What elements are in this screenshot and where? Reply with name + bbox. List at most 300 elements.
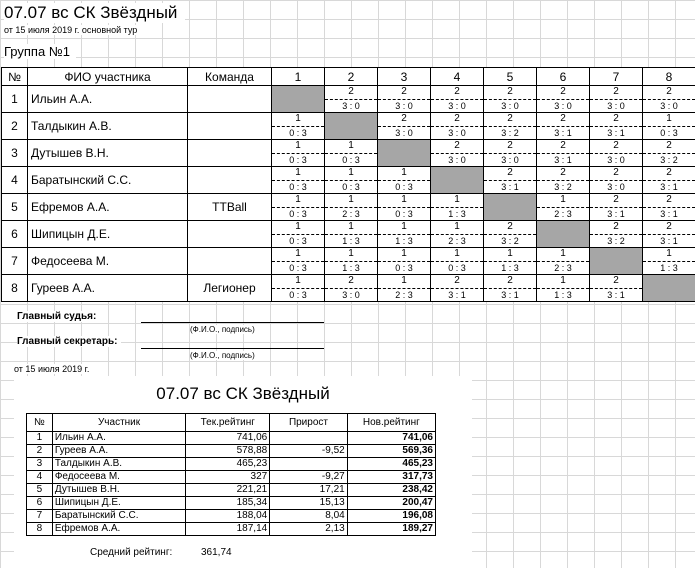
- match-result: [325, 248, 377, 274]
- match-result-cell: [484, 140, 537, 167]
- match-result: [643, 86, 695, 112]
- grid-header-cell: 7: [590, 68, 643, 86]
- match-result: [272, 221, 324, 247]
- rating-results-panel: [14, 376, 472, 568]
- average-rating-value: 361,74: [201, 547, 232, 558]
- match-result-cell: [643, 113, 695, 140]
- match-result-cell: [378, 221, 431, 248]
- match-score: 3 : 0: [448, 127, 466, 138]
- match-score: 1 : 3: [342, 235, 360, 246]
- match-result-cell: [325, 167, 378, 194]
- grid-row: [2, 275, 695, 302]
- match-result-cell: [484, 86, 537, 113]
- grid-row: [2, 140, 695, 167]
- match-score: 2 : 3: [448, 235, 466, 246]
- match-result-cell: [590, 275, 643, 302]
- participant-name: Баратынский С.С.: [28, 167, 188, 194]
- match-points: 1: [325, 248, 377, 262]
- match-score: 3 : 1: [501, 181, 519, 192]
- match-result: [325, 140, 377, 166]
- self-match-cell: [272, 86, 325, 113]
- match-score: 3 : 2: [501, 235, 519, 246]
- match-result: [325, 194, 377, 220]
- self-match-cell: [537, 221, 590, 248]
- match-result: [378, 86, 430, 112]
- match-points: 2: [590, 113, 642, 127]
- grid-row: [2, 194, 695, 221]
- match-score: 2 : 3: [554, 262, 572, 273]
- results-rating-delta: 17,21: [270, 484, 347, 497]
- match-result: [484, 140, 536, 166]
- page-subtitle: от 15 июля 2019 г. основной тур: [4, 25, 145, 35]
- chief-secretary-label: Главный секретарь:: [17, 336, 121, 347]
- match-result: [431, 86, 483, 112]
- participant-number: 7: [2, 248, 28, 275]
- match-score: 0 : 3: [448, 262, 466, 273]
- results-row: [27, 471, 436, 484]
- match-result-cell: [590, 221, 643, 248]
- results-number: 3: [27, 458, 53, 471]
- match-result-cell: [484, 113, 537, 140]
- results-row: [27, 523, 436, 536]
- results-header-cell: №: [27, 414, 53, 432]
- match-result-cell: [643, 248, 695, 275]
- participant-name: Гуреев А.А.: [28, 275, 188, 302]
- match-result-cell: [272, 221, 325, 248]
- chief-secretary-signature-line[interactable]: [141, 348, 324, 349]
- match-result-cell: [643, 86, 695, 113]
- participant-number: 5: [2, 194, 28, 221]
- match-result: [484, 167, 536, 193]
- results-number: 8: [27, 523, 53, 536]
- match-result: [643, 248, 695, 274]
- grid-header-cell: 1: [272, 68, 325, 86]
- grid-header-cell: 6: [537, 68, 590, 86]
- match-result: [431, 140, 483, 166]
- match-result-cell: [484, 248, 537, 275]
- match-result-cell: [537, 275, 590, 302]
- grid-header-cell: 3: [378, 68, 431, 86]
- grid-row: [2, 167, 695, 194]
- grid-header-cell: 4: [431, 68, 484, 86]
- page-title: 07.07 вс СК Звёздный: [4, 3, 185, 23]
- match-score: 3 : 0: [501, 100, 519, 111]
- match-result: [537, 140, 589, 166]
- match-score: 3 : 1: [660, 235, 678, 246]
- match-points: 2: [378, 113, 430, 127]
- results-participant: Талдыкин А.В.: [52, 458, 185, 471]
- match-result-cell: [537, 194, 590, 221]
- participant-name: Федосеева М.: [28, 248, 188, 275]
- match-result: [537, 167, 589, 193]
- match-result: [378, 221, 430, 247]
- match-score: 0 : 3: [395, 208, 413, 219]
- match-points: 2: [431, 275, 483, 289]
- match-result-cell: [325, 140, 378, 167]
- match-score: 3 : 1: [448, 289, 466, 300]
- match-points: 2: [484, 86, 536, 100]
- match-score: 3 : 0: [554, 100, 572, 111]
- match-result: [643, 221, 695, 247]
- match-result-cell: [272, 167, 325, 194]
- grid-row: [2, 221, 695, 248]
- rating-results-title: 07.07 вс СК Звёздный: [156, 384, 330, 403]
- footer-date: от 15 июля 2019 г.: [14, 364, 95, 374]
- match-points: 2: [643, 86, 695, 100]
- match-score: 3 : 0: [660, 100, 678, 111]
- match-result: [431, 113, 483, 139]
- match-result-cell: [537, 248, 590, 275]
- match-score: 3 : 2: [554, 181, 572, 192]
- match-result-cell: [484, 275, 537, 302]
- match-result: [484, 221, 536, 247]
- group-label: Группа №1: [4, 44, 76, 59]
- grid-header-cell: 8: [643, 68, 695, 86]
- match-points: 1: [378, 194, 430, 208]
- match-points: 1: [272, 248, 324, 262]
- results-current-rating: 327: [186, 471, 270, 484]
- match-result: [272, 248, 324, 274]
- match-score: 0 : 3: [395, 181, 413, 192]
- match-result-cell: [325, 275, 378, 302]
- results-rating-delta: 15,13: [270, 497, 347, 510]
- match-result: [378, 194, 430, 220]
- match-result-cell: [378, 113, 431, 140]
- chief-judge-label: Главный судья:: [17, 311, 100, 322]
- match-result: [590, 275, 642, 301]
- results-current-rating: 188,04: [186, 510, 270, 523]
- match-points: 1: [484, 248, 536, 262]
- results-row: [27, 497, 436, 510]
- match-result-cell: [590, 140, 643, 167]
- match-result: [431, 194, 483, 220]
- match-score: 3 : 2: [660, 154, 678, 165]
- match-score: 3 : 1: [660, 181, 678, 192]
- results-current-rating: 741,06: [186, 432, 270, 445]
- match-score: 0 : 3: [395, 262, 413, 273]
- match-score: 3 : 1: [501, 289, 519, 300]
- match-points: 2: [537, 167, 589, 181]
- results-number: 6: [27, 497, 53, 510]
- match-result-cell: [431, 140, 484, 167]
- match-points: 1: [537, 275, 589, 289]
- match-result-cell: [325, 86, 378, 113]
- match-result: [484, 248, 536, 274]
- match-result-cell: [537, 167, 590, 194]
- match-result-cell: [378, 248, 431, 275]
- match-result: [590, 140, 642, 166]
- results-header-cell: Нов.рейтинг: [347, 414, 435, 432]
- results-participant: Баратынский С.С.: [52, 510, 185, 523]
- results-rating-delta: -9,52: [270, 445, 347, 458]
- results-current-rating: 465,23: [186, 458, 270, 471]
- match-score: 3 : 1: [607, 208, 625, 219]
- match-points: 1: [272, 167, 324, 181]
- match-result-cell: [590, 167, 643, 194]
- results-row: [27, 458, 436, 471]
- tournament-grid: [1, 67, 695, 302]
- match-points: 2: [590, 221, 642, 235]
- match-result: [272, 167, 324, 193]
- match-score: 3 : 0: [448, 100, 466, 111]
- results-new-rating: 238,42: [347, 484, 435, 497]
- grid-header-cell: №: [2, 68, 28, 86]
- match-result-cell: [590, 113, 643, 140]
- results-new-rating: 569,36: [347, 445, 435, 458]
- match-points: 1: [325, 167, 377, 181]
- match-score: 2 : 3: [554, 208, 572, 219]
- match-result: [537, 194, 589, 220]
- match-points: 1: [378, 275, 430, 289]
- match-result-cell: [431, 113, 484, 140]
- self-match-cell: [325, 113, 378, 140]
- match-points: 2: [590, 86, 642, 100]
- match-points: 2: [484, 140, 536, 154]
- match-result-cell: [537, 86, 590, 113]
- match-score: 1 : 3: [554, 289, 572, 300]
- match-score: 3 : 0: [501, 154, 519, 165]
- participant-team: [188, 167, 272, 194]
- match-score: 1 : 3: [501, 262, 519, 273]
- match-points: 1: [272, 140, 324, 154]
- results-row: [27, 510, 436, 523]
- results-current-rating: 187,14: [186, 523, 270, 536]
- match-points: 2: [590, 275, 642, 289]
- results-new-rating: 189,27: [347, 523, 435, 536]
- match-score: 1 : 3: [342, 262, 360, 273]
- results-header-cell: Прирост: [270, 414, 347, 432]
- participant-number: 1: [2, 86, 28, 113]
- match-result: [484, 86, 536, 112]
- results-number: 5: [27, 484, 53, 497]
- match-score: 3 : 0: [607, 154, 625, 165]
- match-result: [378, 113, 430, 139]
- self-match-cell: [590, 248, 643, 275]
- participant-name: Ефремов А.А.: [28, 194, 188, 221]
- participant-team: Легионер: [188, 275, 272, 302]
- grid-header-cell: 2: [325, 68, 378, 86]
- rating-results-table: [26, 413, 436, 536]
- results-current-rating: 185,34: [186, 497, 270, 510]
- match-points: 1: [643, 113, 695, 127]
- match-score: 0 : 3: [342, 181, 360, 192]
- match-score: 3 : 0: [448, 154, 466, 165]
- results-participant: Гуреев А.А.: [52, 445, 185, 458]
- match-result-cell: [590, 194, 643, 221]
- match-result-cell: [378, 275, 431, 302]
- participant-team: TTBall: [188, 194, 272, 221]
- match-result: [484, 113, 536, 139]
- results-rating-delta: 8,04: [270, 510, 347, 523]
- match-score: 3 : 2: [501, 127, 519, 138]
- participant-name: Шипицын Д.Е.: [28, 221, 188, 248]
- match-points: 1: [537, 248, 589, 262]
- match-score: 1 : 3: [395, 235, 413, 246]
- match-result: [378, 275, 430, 301]
- average-rating-label: Средний рейтинг:: [90, 547, 173, 558]
- match-result: [537, 275, 589, 301]
- match-points: 2: [325, 86, 377, 100]
- results-header-cell: Тек.рейтинг: [186, 414, 270, 432]
- results-participant: Ильин А.А.: [52, 432, 185, 445]
- match-result: [537, 248, 589, 274]
- match-points: 1: [272, 194, 324, 208]
- match-score: 3 : 0: [342, 100, 360, 111]
- match-result: [484, 275, 536, 301]
- match-result: [431, 248, 483, 274]
- results-row: [27, 432, 436, 445]
- match-result: [643, 167, 695, 193]
- match-result: [272, 140, 324, 166]
- match-score: 3 : 0: [607, 181, 625, 192]
- self-match-cell: [378, 140, 431, 167]
- match-score: 3 : 0: [395, 100, 413, 111]
- match-result-cell: [325, 194, 378, 221]
- grid-row: [2, 113, 695, 140]
- match-score: 3 : 2: [607, 235, 625, 246]
- match-result-cell: [378, 86, 431, 113]
- participant-name: Дутышев В.Н.: [28, 140, 188, 167]
- match-score: 3 : 1: [607, 289, 625, 300]
- grid-header-cell: ФИО участника: [28, 68, 188, 86]
- match-points: 2: [484, 167, 536, 181]
- match-result: [325, 86, 377, 112]
- match-score: 3 : 0: [342, 289, 360, 300]
- results-new-rating: 465,23: [347, 458, 435, 471]
- match-result: [537, 86, 589, 112]
- results-participant: Шипицын Д.Е.: [52, 497, 185, 510]
- match-score: 0 : 3: [289, 289, 307, 300]
- match-points: 2: [484, 275, 536, 289]
- match-result-cell: [431, 248, 484, 275]
- participant-number: 8: [2, 275, 28, 302]
- match-points: 2: [537, 86, 589, 100]
- grid-row: [2, 248, 695, 275]
- match-score: 0 : 3: [289, 154, 307, 165]
- match-points: 1: [378, 248, 430, 262]
- match-score: 1 : 3: [448, 208, 466, 219]
- match-result-cell: [272, 140, 325, 167]
- results-new-rating: 200,47: [347, 497, 435, 510]
- match-score: 1 : 3: [660, 262, 678, 273]
- results-number: 7: [27, 510, 53, 523]
- match-result: [378, 167, 430, 193]
- match-result: [325, 167, 377, 193]
- self-match-cell: [484, 194, 537, 221]
- match-result: [537, 113, 589, 139]
- match-points: 2: [590, 194, 642, 208]
- match-result-cell: [643, 221, 695, 248]
- match-points: 1: [378, 167, 430, 181]
- match-points: 1: [378, 221, 430, 235]
- match-points: 2: [537, 140, 589, 154]
- match-points: 2: [590, 167, 642, 181]
- match-points: 2: [431, 86, 483, 100]
- match-result: [590, 221, 642, 247]
- match-result-cell: [378, 167, 431, 194]
- self-match-cell: [431, 167, 484, 194]
- match-result-cell: [590, 86, 643, 113]
- match-points: 1: [431, 248, 483, 262]
- results-number: 2: [27, 445, 53, 458]
- match-score: 2 : 3: [395, 289, 413, 300]
- participant-number: 4: [2, 167, 28, 194]
- results-new-rating: 196,08: [347, 510, 435, 523]
- match-result: [272, 275, 324, 301]
- match-result: [431, 221, 483, 247]
- match-points: 1: [272, 221, 324, 235]
- participant-name: Ильин А.А.: [28, 86, 188, 113]
- match-points: 2: [643, 194, 695, 208]
- participant-team: [188, 248, 272, 275]
- match-points: 2: [643, 221, 695, 235]
- results-participant: Ефремов А.А.: [52, 523, 185, 536]
- results-rating-delta: [270, 432, 347, 445]
- results-rating-delta: 2,13: [270, 523, 347, 536]
- match-result-cell: [431, 194, 484, 221]
- results-current-rating: 578,88: [186, 445, 270, 458]
- match-result-cell: [378, 194, 431, 221]
- match-result-cell: [272, 248, 325, 275]
- match-score: 0 : 3: [289, 181, 307, 192]
- match-points: 2: [643, 140, 695, 154]
- match-score: 3 : 1: [607, 127, 625, 138]
- match-result-cell: [431, 221, 484, 248]
- match-result-cell: [272, 275, 325, 302]
- match-result: [590, 194, 642, 220]
- chief-judge-signature-line[interactable]: [141, 322, 324, 323]
- results-participant: Федосеева М.: [52, 471, 185, 484]
- match-points: 1: [325, 194, 377, 208]
- match-points: 2: [431, 113, 483, 127]
- results-number: 1: [27, 432, 53, 445]
- participant-number: 6: [2, 221, 28, 248]
- match-result: [643, 194, 695, 220]
- match-result-cell: [537, 140, 590, 167]
- results-header-cell: Участник: [52, 414, 185, 432]
- grid-row: [2, 86, 695, 113]
- match-score: 0 : 3: [289, 127, 307, 138]
- results-row: [27, 484, 436, 497]
- match-result-cell: [643, 167, 695, 194]
- match-points: 1: [431, 194, 483, 208]
- match-points: 2: [537, 113, 589, 127]
- grid-header-cell: Команда: [188, 68, 272, 86]
- match-result-cell: [325, 248, 378, 275]
- match-result: [272, 113, 324, 139]
- match-score: 3 : 1: [554, 127, 572, 138]
- results-number: 4: [27, 471, 53, 484]
- results-rating-delta: [270, 458, 347, 471]
- participant-team: [188, 86, 272, 113]
- participant-number: 3: [2, 140, 28, 167]
- match-result-cell: [484, 167, 537, 194]
- match-points: 1: [643, 248, 695, 262]
- match-result-cell: [325, 221, 378, 248]
- match-points: 2: [431, 140, 483, 154]
- match-points: 2: [484, 113, 536, 127]
- match-score: 0 : 3: [342, 154, 360, 165]
- match-points: 2: [484, 221, 536, 235]
- match-points: 1: [325, 221, 377, 235]
- match-points: 1: [272, 275, 324, 289]
- results-participant: Дутышев В.Н.: [52, 484, 185, 497]
- match-points: 2: [325, 275, 377, 289]
- results-current-rating: 221,21: [186, 484, 270, 497]
- match-score: 2 : 3: [342, 208, 360, 219]
- self-match-cell: [643, 275, 695, 302]
- chief-secretary-hint: (Ф.И.О., подпись): [190, 351, 255, 360]
